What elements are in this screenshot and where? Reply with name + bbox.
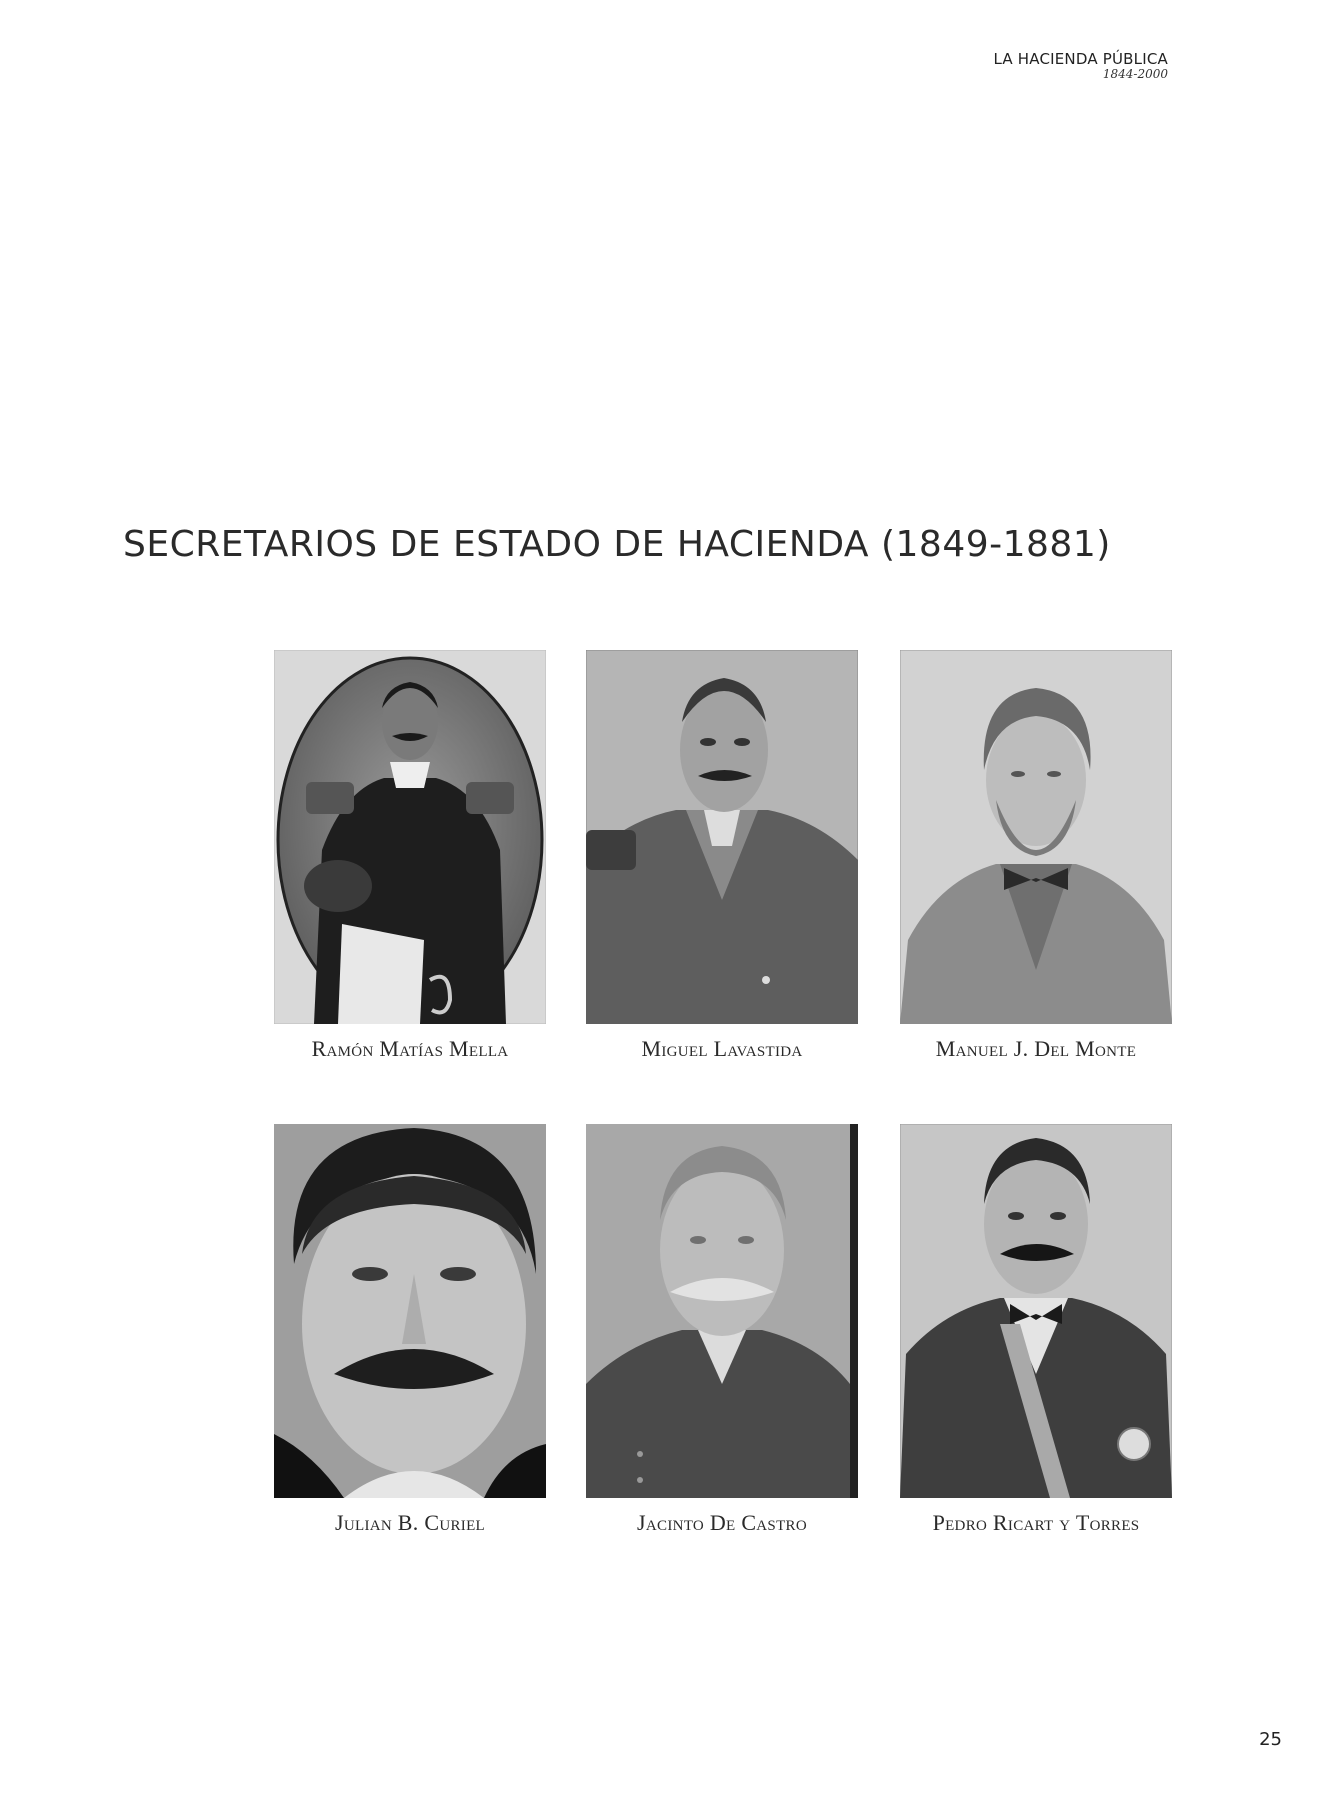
portrait-card (586, 650, 858, 1062)
portrait-caption: Miguel Lavastida (641, 1036, 803, 1061)
page-number: 25 (1259, 1729, 1282, 1750)
portrait-caption: Manuel J. Del Monte (935, 1036, 1137, 1061)
portrait-faded-icon (586, 1124, 858, 1498)
portrait-bearded-icon (900, 650, 1172, 1024)
portrait-drawing-icon (586, 650, 858, 1024)
portrait-card (274, 650, 546, 1062)
running-head-title: LA HACIENDA PÚBLICA (993, 50, 1168, 68)
portrait-caption: Jacinto De Castro (637, 1510, 807, 1535)
running-head (993, 52, 1168, 80)
portrait-card (586, 1124, 858, 1536)
portrait-card (900, 1124, 1172, 1536)
portrait-sash-icon (900, 1124, 1172, 1498)
portrait-caption: Ramón Matías Mella (311, 1036, 509, 1061)
portrait-caption: Pedro Ricart y Torres (932, 1510, 1140, 1535)
portrait-card (274, 1124, 546, 1536)
section-title: SECRETARIOS DE ESTADO DE HACIENDA (1849-1881) (123, 524, 1111, 565)
running-head-years: 1844-2000 (1102, 67, 1168, 81)
portrait-card (900, 650, 1172, 1062)
portrait-military-oval-icon (274, 650, 546, 1024)
portrait-caption: Julian B. Curiel (334, 1510, 486, 1535)
portrait-closeup-icon (274, 1124, 546, 1498)
